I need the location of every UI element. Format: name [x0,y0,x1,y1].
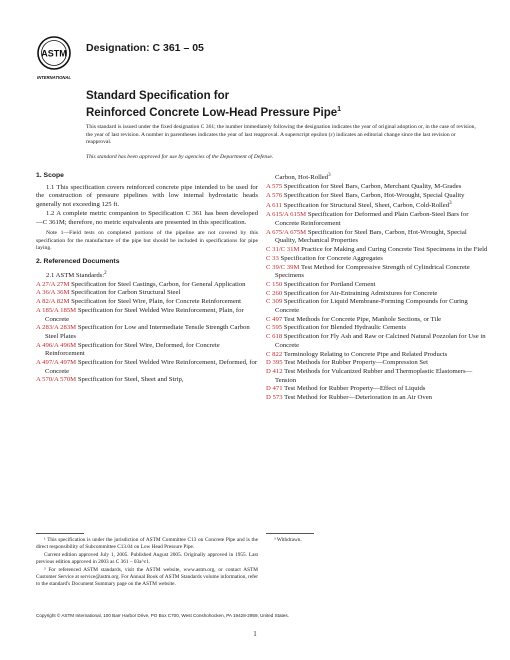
reference-title: Practice for Making and Curing Concrete Test Specimens in the Field [301,246,488,254]
reference-code-link[interactable]: A 496/A 496M [36,341,77,349]
footnote-1: ¹ This specification is under the jurisdiction of ASTM Committee C13 on Concrete Pipe and is the direct responsibility of Subcommittee C13.04 on Low Head Pressure Pipe. [36,537,258,550]
reference-title: Specification for Deformed and Plain Carbon-Steel Bars for Concrete Reinforcement [275,211,469,227]
scope-note: Note 1—Field tests on completed portions of the pipeline are not covered by this specification for the manufacture of the pipe but should be included in specifications for pipe laying. [36,230,258,251]
reference-title: Test Methods for Concrete Pipe, Manhole Sections, or Tile [283,315,442,323]
designation: Designation: C 361 – 05 [86,42,204,54]
reference-title: Specification for Concrete Aggregates [280,254,383,262]
reference-list-right [266,183,488,403]
title-line-1: Standard Specification for [86,90,230,102]
reference-code-link[interactable]: A 185/A 185M [36,306,77,314]
reference-code-link[interactable]: C 33 [266,254,279,262]
reference-code-link[interactable]: C 150 [266,280,283,288]
copyright: Copyright © ASTM International, 100 Barr Harbor Drive, PO Box C700, West Conshohocken, PA 19428-2959, United States. [36,613,289,618]
reference-item [36,298,258,307]
reference-title: Specification for Fly Ash and Raw or Calcined Natural Pozzolan for Use in Concrete [275,333,486,349]
left-column [36,172,258,385]
reference-code-link[interactable]: A 576 [266,191,283,199]
reference-title: Specification for Steel Wire, Plain, for Concrete Reinforcement [71,298,242,306]
footnotes-left [36,537,258,589]
reference-title: Specification for Portland Cement [283,280,376,288]
reference-code-link[interactable]: C 309 [266,298,283,306]
reference-code-link[interactable]: A 283/A 283M [36,324,77,332]
reference-title: Specification for Steel Bars, Carbon, Hot-Wrought, Special Quality, Mechanical Properties [275,228,467,245]
reference-title: Specification for Low and Intermediate Tensile Strength Carbon Steel Plates [45,324,250,340]
reference-title: Test Method for Rubber—Deterioration in an Air Oven [284,394,433,402]
reference-item [266,298,488,315]
notice-text: This standard is issued under the fixed designation C 361; the number immediately following the designation indicates the year of original adoption or, in the case of revision, the year of last revision. A number in parentheses indicates the year of last reapproval. A superscript epsilon (ε) indicates an editorial change since the last revision or reapproval. [86,124,476,146]
reference-item [266,351,488,360]
reference-item [266,200,488,211]
title-footnote-mark: 1 [337,106,342,113]
reference-code-link[interactable]: D 471 [266,385,283,393]
reference-code-link[interactable]: D 395 [266,359,283,367]
reference-code-link[interactable]: C 31/C 31M [266,246,300,254]
reference-item [266,333,488,350]
right-column [266,172,488,403]
reference-code-link[interactable]: A 82/A 82M [36,298,70,306]
reference-title: Specification for Steel Bars, Carbon, Hot-Wrought, Special Quality [283,191,465,199]
reference-code-link[interactable]: D 412 [266,367,283,375]
reference-item [266,394,488,403]
reference-item [266,229,488,246]
reference-code-link[interactable]: A 570/A 570M [36,376,77,384]
reference-item [36,281,258,290]
footnote-2: ² For referenced ASTM standards, visit the ASTM website, www.astm.org, or contact ASTM Customer Service at service@astm.org. For Annual Book of ASTM Standards volume information, refer to the standard's Document Summary page on the ASTM website. [36,567,258,587]
reference-item [266,385,488,394]
footnote-mark: 3 [449,201,452,207]
reference-code-link[interactable]: A 36/A 36M [36,289,70,297]
footnote-rule-left [36,533,84,534]
reference-title: Specification for Steel Castings, Carbon, for General Application [71,280,246,288]
reference-code-link[interactable]: A 27/A 27M [36,280,70,288]
reference-code-link[interactable]: C 39/C 39M [266,263,300,271]
reference-title: Specification for Steel, Sheet and Strip, [77,376,184,384]
document-title [86,90,341,120]
reference-code-link[interactable]: A 497/A 497M [36,359,77,367]
reference-item [266,368,488,385]
scope-1-1: 1.1 This specification covers reinforced concrete pipe intended to be used for the construction of pressure pipelines with low internal hydrostatic heads generally not exceeding 125 ft. [36,183,258,209]
dod-notice: This standard has been approved for use by agencies of the Department of Defense. [86,153,274,160]
reference-title: Specification for Liquid Membrane-Forming Compounds for Curing Concrete [275,298,468,315]
reference-item [36,324,258,341]
reference-item [36,376,258,385]
reference-item [266,183,488,192]
scope-heading: 1. Scope [36,172,64,179]
reference-item [266,281,488,290]
reference-code-link[interactable]: A 575 [266,182,283,190]
reference-item [266,255,488,264]
reference-title: Specification for Steel Welded Wire Reinforcement, Plain, for Concrete [45,306,244,323]
title-line-2: Reinforced Concrete Low-Head Pressure Pipe$^1$ [86,106,342,119]
references-intro: 2.1 ASTM Standards:$^2$ [46,270,107,280]
reference-code-link[interactable]: A 615/A 615M [266,211,307,219]
reference-list-left [36,281,258,385]
reference-title: Specification for Steel Welded Wire Reinforcement, Deformed, for Concrete [45,359,258,375]
footnote-1b: Current edition approved July 1, 2005. Published August 2005. Originally approved in 1955. Last previous edition approved in 2003 as C 361 – 03a^ε1. [36,552,258,565]
reference-title: Test Methods for Vulcanized Rubber and Thermoplastic Elastomers—Tension [275,367,473,384]
page-number: 1 [253,630,257,638]
reference-title: Specification for Steel Wire, Deformed, for Concrete Reinforcement [45,341,220,358]
reference-item [36,342,258,359]
reference-item [266,324,488,333]
reference-item [36,359,258,376]
reference-title: Test Method for Compressive Strength of Cylindrical Concrete Specimens [275,263,470,280]
reference-code-link[interactable]: C 497 [266,315,283,323]
reference-continuation: Carbon, Hot-Rolled$^3$ [275,173,331,182]
standard-notice [86,124,478,161]
footnotes-right [266,537,302,544]
reference-item [266,264,488,281]
reference-item [266,316,488,325]
reference-item [36,307,258,324]
reference-item [266,246,488,255]
reference-title: Specification for Carbon Structural Steel [71,289,181,297]
reference-title: Specification for Air-Entraining Admixtures for Concrete [283,289,438,297]
reference-item [266,290,488,299]
astm-logo [36,34,72,84]
reference-title: Test Method for Rubber Property—Effect of Liquids [284,385,426,393]
reference-item [36,289,258,298]
reference-title: Specification for Structural Steel, Sheet, Carbon, Cold-Rolled [283,202,450,210]
logo-subtext: INTERNATIONAL [37,75,71,80]
reference-title: Test Methods for Rubber Property—Compression Set [284,359,428,367]
reference-code-link[interactable]: C 822 [266,350,283,358]
footnote-rule-right [266,533,314,534]
reference-code-link[interactable]: A 675/A 675M [266,228,307,236]
reference-title: Specification for Blended Hydraulic Cements [283,324,407,332]
reference-title: Specification for Steel Bars, Carbon, Merchant Quality, M-Grades [283,182,462,190]
reference-title: Terminology Relating to Concrete Pipe and Related Products [283,350,448,358]
reference-item [266,192,488,201]
reference-code-link[interactable]: C 595 [266,324,283,332]
references-heading: 2. Referenced Documents [36,258,120,266]
reference-item [266,359,488,368]
logo-text: ASTM [41,48,67,59]
reference-code-link[interactable]: A 611 [266,202,282,210]
scope-1-2: 1.2 A complete metric companion to Specification C 361 has been developed—C 361M; therefore, no metric equivalents are presented in this specification. [36,209,258,226]
reference-code-link[interactable]: C 260 [266,289,283,297]
reference-code-link[interactable]: D 573 [266,394,283,402]
footnote-3: ³ Withdrawn. [274,537,302,543]
reference-code-link[interactable]: C 618 [266,333,283,341]
reference-item [266,211,488,228]
